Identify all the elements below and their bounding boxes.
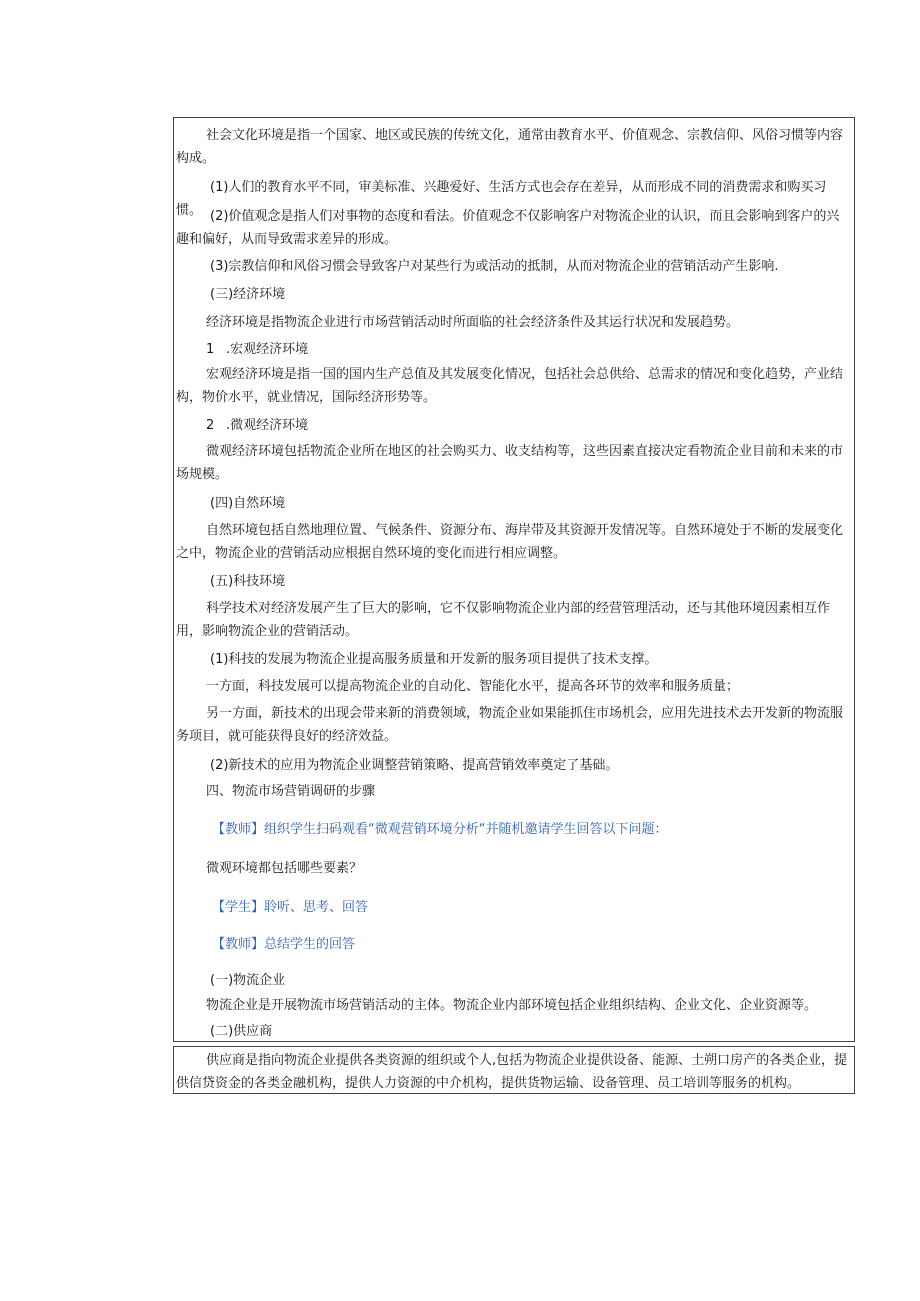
heading-tech-environment: (五)科技环境 (210, 574, 286, 589)
paragraph-natural: 自然环境包括自然地理位置、气候条件、资源分布、海岸带及其资源开发情况等。自然环境处于不断的发展变化之中，物流企业的营销活动应根据自然环境的变化而进行相应调整。 (176, 523, 844, 561)
heading-suppliers: (二)供应商 (210, 1024, 273, 1039)
heading-economic-environment: (三)经济环境 (210, 287, 286, 302)
teacher-instruction: 【教师】组织学生扫码观看“微观营销环境分析“并随机邀请学生回答以下问题： (212, 822, 668, 837)
heading-text: .宏观经济环境 (226, 342, 309, 357)
heading-number: 1 (206, 342, 215, 357)
paragraph-other-hand: 另一方面，新技术的出现会带来新的消费领域，物流企业如果能抓住市场机会，应用先进技术去开发新的物流服务项目，就可能获得良好的经济效益。 (176, 706, 844, 744)
heading-logistics-enterprise: (一)物流企业 (210, 973, 286, 988)
question-text: 微观环境都包括哪些要素？ (206, 861, 363, 876)
paragraph-logistics-enterprise: 物流企业是开展物流市场营销活动的主体。物流企业内部环境包括企业组织结构、企业文化、企业资源等。 (206, 998, 818, 1013)
paragraph-values: (2)价值观念是指人们对事物的态度和看法。价值观念不仅影响客户对物流企业的认识，而且会影响到客户的兴趣和偏好，从而导致需求差异的形成。 (176, 209, 840, 247)
heading-research-steps: 四、物流市场营销调研的步骤 (206, 784, 376, 799)
paragraph-religion: (3)宗教信仰和风俗习惯会导致客户对某些行为或活动的抵制，从而对物流企业的营销活动产生影响. (210, 259, 779, 274)
paragraph-macro-economy: 宏观经济环境是指一国的国内生产总值及其发展变化情况，包括社会总供给、总需求的情况和变化趋势，产业结构，物价水平，就业情况，国际经济形势等。 (176, 367, 844, 405)
paragraph-tech: 科学技术对经济发展产生了巨大的影响，它不仅影响物流企业内部的经营管理活动，还与其他环境因素相互作用，影响物流企业的营销活动。 (176, 601, 831, 639)
paragraph-tech-1: (1)科技的发展为物流企业提高服务质量和开发新的服务项目提供了技术支撑。 (210, 652, 658, 667)
heading-natural-environment: (四)自然环境 (210, 496, 286, 511)
paragraph-social-culture: 社会文化环境是指一个国家、地区或民族的传统文化，通常由教育水平、价值观念、宗教信仰、风俗习惯等内容构成。 (176, 128, 844, 166)
paragraph-micro-economy: 微观经济环境包括物流企业所在地区的社会购买力、收支结构等，这些因素直接决定看物流企业目前和未来的市场规模。 (176, 444, 844, 482)
content-table-cell-main (173, 117, 855, 1042)
heading-micro-economy (176, 414, 852, 437)
heading-text: .微观经济环境 (226, 418, 309, 433)
heading-macro-economy (176, 338, 852, 361)
paragraph-suppliers: 供应商是指向物流企业提供各类资源的组织或个人,包括为物流企业提供设备、能源、土朔口房产的各类企业，提供信贷资金的各类金融机构，提供人力资源的中介机构，提供货物运输、设备管理、员工培训等服务的机构。 (176, 1053, 848, 1091)
paragraph-economic: 经济环境是指物流企业进行市场营销活动时所面临的社会经济条件及其运行状况和发展趋势。 (206, 315, 740, 330)
student-action: 【学生】聆听、思考、回答 (212, 900, 369, 915)
content-table-cell-continued (173, 1046, 855, 1094)
teacher-summary: 【教师】总结学生的回答 (212, 937, 356, 952)
paragraph-tech-2: (2)新技术的应用为物流企业调整营销策略、提高营销效率奠定了基础。 (210, 758, 619, 773)
paragraph-education: (1)人们的教育水平不同，审美标准、兴趣爱好、生活方式也会存在差异，从而形成不同的消费需求和购买习惯。 (176, 180, 827, 218)
heading-number: 2 (206, 418, 215, 433)
paragraph-one-hand: 一方面，科技发展可以提高物流企业的自动化、智能化水平，提高各环节的效率和服务质量； (206, 679, 740, 694)
